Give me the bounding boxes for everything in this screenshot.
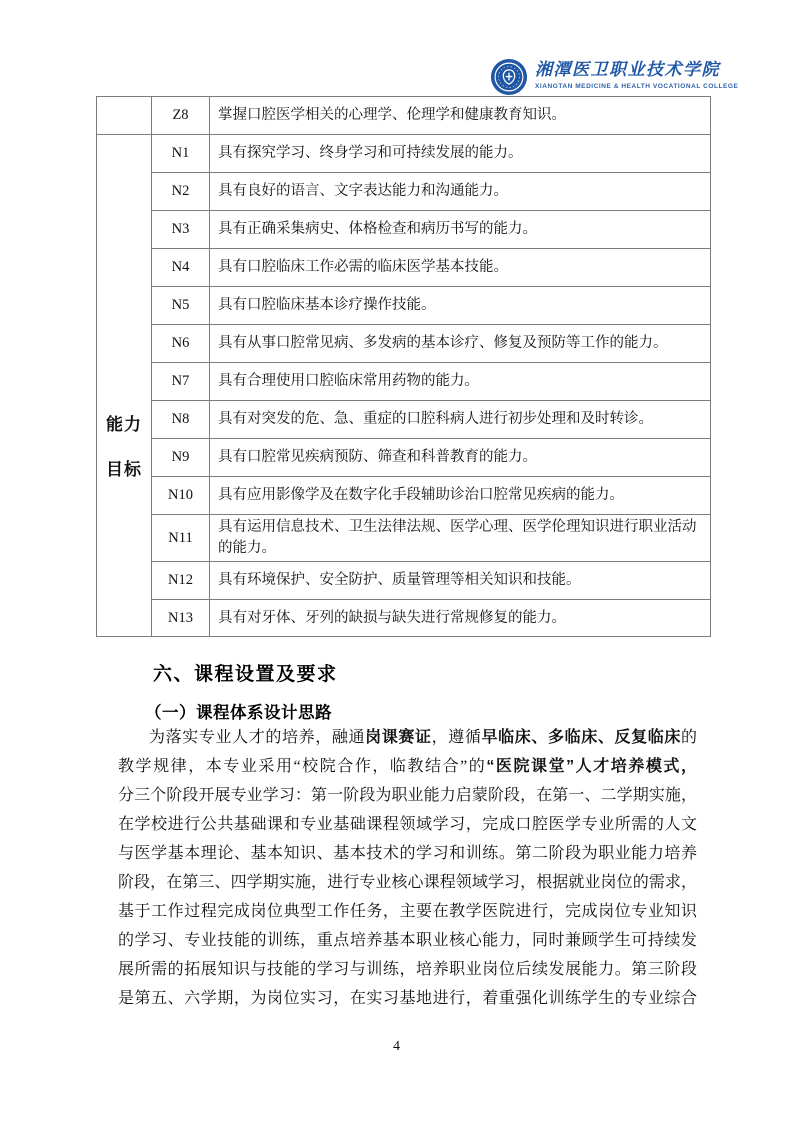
goal-code: N10 bbox=[152, 477, 210, 515]
goals-table-body bbox=[97, 97, 711, 637]
goal-description: 具有应用影像学及在数字化手段辅助诊治口腔常见疾病的能力。 bbox=[210, 477, 711, 515]
college-seal-icon bbox=[490, 58, 528, 96]
college-name-en: XIANGTAN MEDICINE & HEALTH VOCATIONAL COLLEGE bbox=[535, 83, 739, 90]
goal-category-label: 目标 bbox=[106, 459, 142, 479]
goal-code: N5 bbox=[152, 287, 210, 325]
subsection-heading: （一）课程体系设计思路 bbox=[145, 704, 332, 722]
goal-code: N2 bbox=[152, 173, 210, 211]
goal-description: 具有从事口腔常见病、多发病的基本诊疗、修复及预防等工作的能力。 bbox=[210, 325, 711, 363]
table-row bbox=[97, 325, 711, 363]
table-row bbox=[97, 515, 711, 562]
body-text: 分三个阶段开展专业学习：第一阶段为职业能力启蒙阶段，在第一、二学期实施， bbox=[118, 787, 697, 804]
table-row bbox=[97, 211, 711, 249]
table-row bbox=[97, 439, 711, 477]
college-name-block bbox=[535, 58, 738, 90]
section-heading: 六、课程设置及要求 bbox=[153, 664, 338, 685]
goal-description: 具有口腔临床基本诊疗操作技能。 bbox=[210, 287, 711, 325]
body-text: 与医学基本理论、基本知识、基本技术的学习和训练。第二阶段为职业能力培养 bbox=[118, 845, 697, 862]
body-text: 的 bbox=[680, 729, 697, 746]
body-text: ，遵循 bbox=[431, 729, 482, 746]
paragraph-line bbox=[118, 839, 697, 868]
paragraph-line bbox=[118, 752, 697, 781]
goal-category-label: 能力 bbox=[106, 414, 142, 434]
body-text: 的学习、专业技能的训练，重点培养基本职业核心能力，同时兼顾学生可持续发 bbox=[118, 932, 697, 949]
goal-description: 具有口腔常见疾病预防、筛查和科普教育的能力。 bbox=[210, 439, 711, 477]
goal-code: N9 bbox=[152, 439, 210, 477]
goal-code: N3 bbox=[152, 211, 210, 249]
emphasis-text: “医院课堂”人才培养模式， bbox=[486, 758, 697, 775]
ability-goals-table bbox=[96, 96, 711, 637]
goal-code: N7 bbox=[152, 363, 210, 401]
goal-code: N12 bbox=[152, 562, 210, 600]
body-text: 基于工作过程完成岗位典型工作任务，主要在教学医院进行，完成岗位专业知识 bbox=[118, 903, 697, 920]
body-text: 在学校进行公共基础课和专业基础课程领域学习，完成口腔医学专业所需的人文 bbox=[118, 816, 697, 833]
table-row bbox=[97, 562, 711, 600]
paragraph-line bbox=[118, 897, 697, 926]
goal-code: N4 bbox=[152, 249, 210, 287]
body-text: 展所需的拓展知识与技能的学习与训练，培养职业岗位后续发展能力。第三阶段 bbox=[118, 961, 697, 978]
paragraph-line bbox=[118, 868, 697, 897]
table-row bbox=[97, 97, 711, 135]
goal-code: N11 bbox=[152, 515, 210, 562]
paragraph-line bbox=[118, 723, 697, 752]
table-row bbox=[97, 363, 711, 401]
goal-description: 具有探究学习、终身学习和可持续发展的能力。 bbox=[210, 135, 711, 173]
paragraph-line bbox=[118, 984, 697, 1013]
goal-description: 具有对突发的危、急、重症的口腔科病人进行初步处理和及时转诊。 bbox=[210, 401, 711, 439]
goal-code: N1 bbox=[152, 135, 210, 173]
goal-code: Z8 bbox=[152, 97, 210, 135]
paragraph-line bbox=[118, 926, 697, 955]
table-row bbox=[97, 600, 711, 637]
body-text: 是第五、六学期，为岗位实习，在实习基地进行，着重强化训练学生的专业综合 bbox=[118, 990, 697, 1007]
goal-description: 掌握口腔医学相关的心理学、伦理学和健康教育知识。 bbox=[210, 97, 711, 135]
college-logo bbox=[490, 58, 738, 96]
goal-description: 具有口腔临床工作必需的临床医学基本技能。 bbox=[210, 249, 711, 287]
paragraph-line bbox=[118, 955, 697, 984]
table-row bbox=[97, 401, 711, 439]
goal-description: 具有环境保护、安全防护、质量管理等相关知识和技能。 bbox=[210, 562, 711, 600]
empty-left-cell bbox=[97, 97, 152, 135]
table-row bbox=[97, 249, 711, 287]
goal-code: N13 bbox=[152, 600, 210, 637]
goal-description: 具有良好的语言、文字表达能力和沟通能力。 bbox=[210, 173, 711, 211]
college-name-cn: 湘潭医卫职业技术学院 bbox=[535, 60, 720, 79]
goal-category-cell bbox=[97, 135, 152, 637]
goal-description: 具有正确采集病史、体格检查和病历书写的能力。 bbox=[210, 211, 711, 249]
body-text: 阶段，在第三、四学期实施，进行专业核心课程领域学习，根据就业岗位的需求， bbox=[118, 874, 697, 891]
emphasis-text: 早临床、多临床、反复临床 bbox=[481, 729, 681, 746]
table-row bbox=[97, 287, 711, 325]
goal-code: N6 bbox=[152, 325, 210, 363]
body-paragraph bbox=[118, 723, 697, 1013]
paragraph-line bbox=[118, 781, 697, 810]
emphasis-text: 岗课赛证 bbox=[365, 729, 432, 746]
body-text: 为落实专业人才的培养，融通 bbox=[149, 729, 366, 746]
paragraph-line bbox=[118, 810, 697, 839]
body-text: 教学规律，本专业采用“校院合作，临教结合”的 bbox=[118, 758, 487, 775]
goal-code: N8 bbox=[152, 401, 210, 439]
goal-description: 具有对牙体、牙列的缺损与缺失进行常规修复的能力。 bbox=[210, 600, 711, 637]
page-number: 4 bbox=[393, 1039, 400, 1054]
table-row bbox=[97, 477, 711, 515]
table-row bbox=[97, 173, 711, 211]
goal-description: 具有运用信息技术、卫生法律法规、医学心理、医学伦理知识进行职业活动的能力。 bbox=[210, 515, 711, 562]
goal-description: 具有合理使用口腔临床常用药物的能力。 bbox=[210, 363, 711, 401]
table-row bbox=[97, 135, 711, 173]
